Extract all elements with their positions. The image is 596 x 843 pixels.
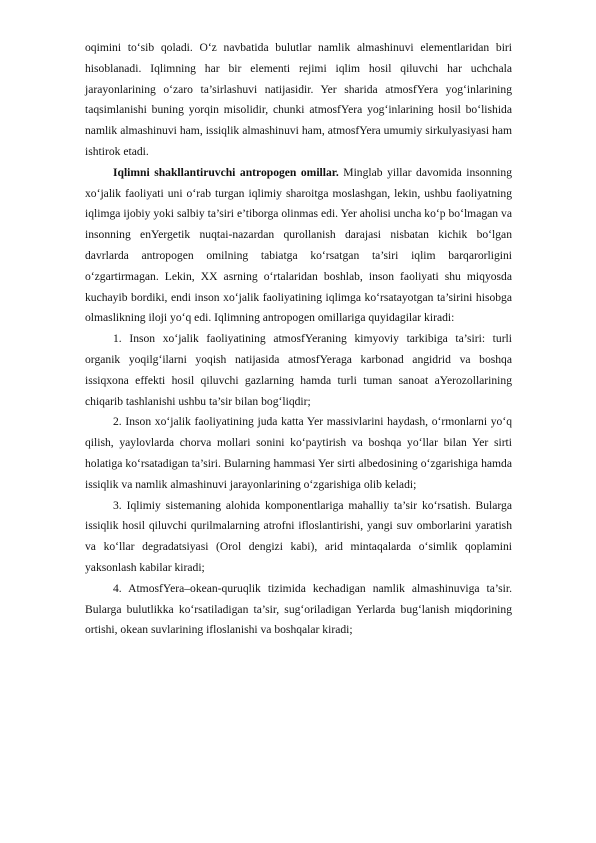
list-item-4: 4. AtmosfYera–okean-quruqlik tizimida kechadigan namlik almashinuviga ta’sir. Bularga bulutlikka ko‘rsatiladigan ta’sir, sug‘oriladigan Yerlarda bug‘lanish miqdorining ortishi, okean suvlarining ifloslanishi va boshqalar kiradi; — [85, 581, 512, 637]
section-heading: Iqlimni shakllantiruvchi antropogen omillar. — [113, 165, 339, 179]
list-item-1: 1. Inson xo‘jalik faoliyatining atmosfYeraning kimyoviy tarkibiga ta’siri: turli organik yoqilg‘ilarni yoqish natijasida atmosfYeraga karbonad angidrid va boshqa issiqxona effekti hosil qiluvchi gazlarning hamda turli tuman sanoat aYerozollarining chiqarib tashlanishi ushbu ta’sir bilan bog‘liqdir; — [85, 332, 512, 408]
document-page — [85, 38, 512, 641]
paragraph-body: Minglab yillar davomida insonning xo‘jalik faoliyati uni o‘rab turgan iqlimiy sharoitga moslashgan, lekin, ushbu faoliyatning iqlimga ijobiy yoki salbiy ta’siri e’tiborga olinmas edi. Yer aholisi uncha ko‘p bo‘lmagan va insonning enYergetik nuqtai-nazardan qurollanish darajasi nisbatan kichik bo‘lgan davrlarda antropogen omilning tabiatga ko‘rsatgan ta’siri iqlim barqarorligini o‘zgartirmagan. Lekin, XX asrning o‘rtalaridan boshlab, inson faoliyati shu miqyosda kuchayib bordiki, endi inson xo‘jalik faoliyatining iqlimga ko‘rsatayotgan ta’sirini hisobga olmaslikning iloji yo‘q edi. Iqlimning antropogen omillariga quyidagilar kiradi: — [85, 165, 512, 325]
paragraph-antropogen-intro — [85, 163, 512, 329]
list-item-2: 2. Inson xo‘jalik faoliyatining juda katta Yer massivlarini haydash, o‘rmonlarni yo‘q qilish, yaylovlarda chorva mollari sonini ko‘paytirish va boshqa yo‘llar bilan Yer sirti holatiga ko‘rsatadigan ta’siri. Bularning hammasi Yer sirti albedosining o‘zgarishiga hamda issiqlik va namlik almashinuvi jarayonlarining o‘zgarishiga olib keladi; — [85, 415, 512, 491]
paragraph-continuation: oqimini to‘sib qoladi. O‘z navbatida bulutlar namlik almashinuvi elementlaridan biri hisoblanadi. Iqlimning har bir elementi rejimi iqlim hosil qiluvchi har uchchala jarayonlarining o‘zaro ta’sirlashuvi natijasidir. Yer sharida atmosfYera yog‘inlarining taqsimlanishi buning yorqin misolidir, chunki atmosfYera yog‘inlarining hosil bo‘lishida namlik almashinuvi ham, issiqlik almashinuvi ham, atmosfYera umumiy sirkulyasiyasi ham ishtirok etadi. — [85, 41, 512, 158]
list-item-3: 3. Iqlimiy sistemaning alohida komponentlariga mahalliy ta’sir ko‘rsatish. Bularga issiqlik hosil qiluvchi qurilmalarning atrofni ifloslantirishi, yangi suv omborlarini yaratish va ko‘llar degradatsiyasi (Orol dengizi kabi), arid mintaqalarda o‘simlik qoplamini yaksonlash kabilar kiradi; — [85, 498, 512, 574]
